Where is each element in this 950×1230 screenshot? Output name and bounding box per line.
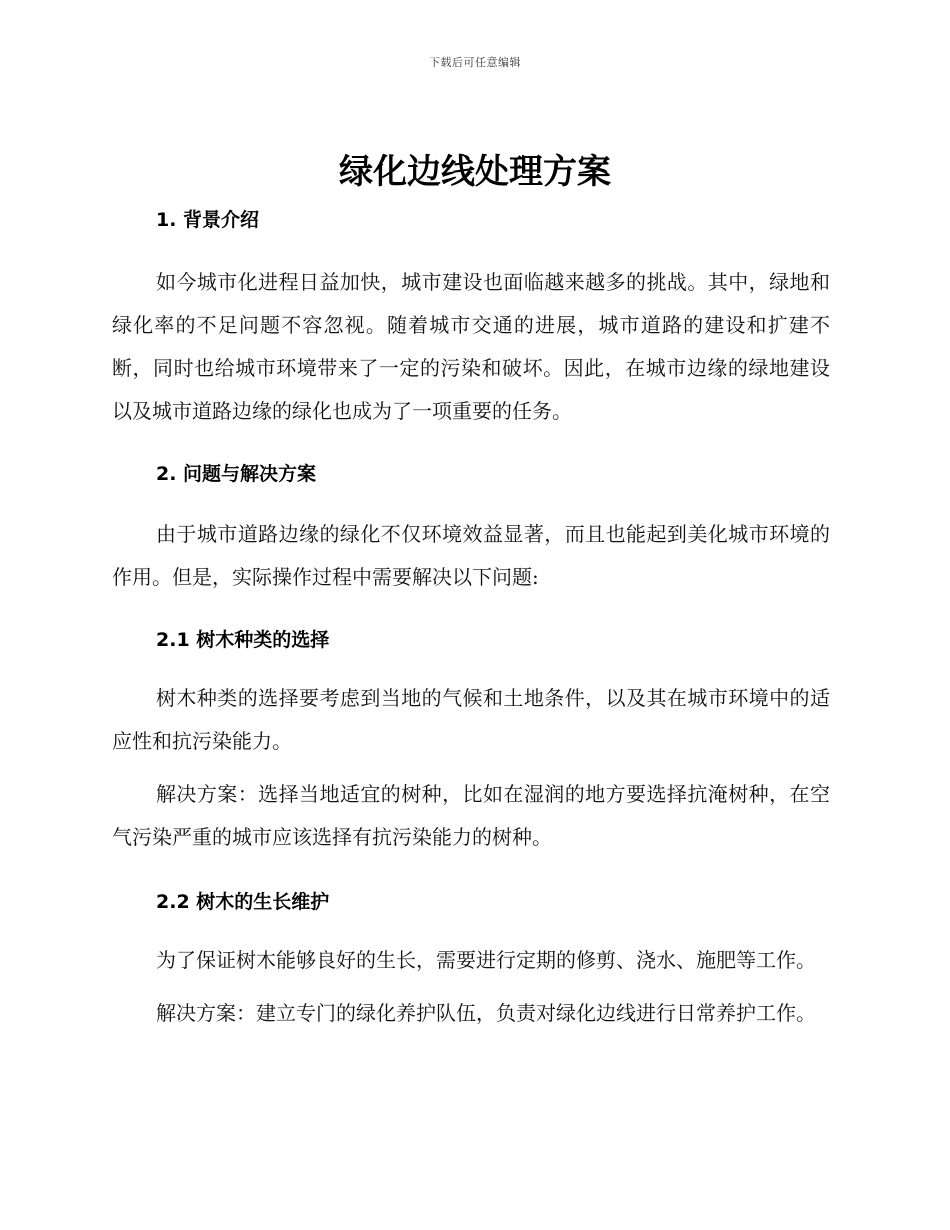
paragraph-background: 如今城市化进程日益加快，城市建设也面临越来越多的挑战。其中，绿地和绿化率的不足问题不容忽视。随着城市交通的进展，城市道路的建设和扩建不断，同时也给城市环境带来了一定的污染和破坏。因此，在城市边缘的绿地建设以及城市道路边缘的绿化也成为了一项重要的任务。 bbox=[112, 270, 830, 423]
paragraph-problems-intro: 由于城市道路边缘的绿化不仅环境效益显著，而且也能起到美化城市环境的作用。但是，实际操作过程中需要解决以下问题: bbox=[112, 522, 830, 589]
paragraph-tree-maintenance: 为了保证树木能够良好的生长，需要进行定期的修剪、浇水、施肥等工作。 bbox=[156, 948, 816, 972]
header-note: 下载后可任意编辑 bbox=[429, 56, 521, 69]
paragraph-tree-selection: 树木种类的选择要考虑到当地的气候和土地条件，以及其在城市环境中的适应性和抗污染能力。 bbox=[112, 686, 830, 753]
section-heading-problems-solutions: 2. 问题与解决方案 bbox=[156, 463, 317, 485]
section-heading-background: 1. 背景介绍 bbox=[156, 209, 260, 231]
document-title: 绿化边线处理方案 bbox=[339, 152, 611, 192]
paragraph-tree-selection-solution: 解决方案：选择当地适宜的树种，比如在湿润的地方要选择抗淹树种，在空气污染严重的城市应该选择有抗污染能力的树种。 bbox=[112, 782, 830, 849]
document-body bbox=[112, 200, 830, 1035]
paragraph-tree-maintenance-solution: 解决方案：建立专门的绿化养护队伍，负责对绿化边线进行日常养护工作。 bbox=[156, 1001, 816, 1025]
section-heading-tree-maintenance: 2.2 树木的生长维护 bbox=[156, 891, 330, 913]
section-heading-tree-selection: 2.1 树木种类的选择 bbox=[156, 629, 330, 651]
